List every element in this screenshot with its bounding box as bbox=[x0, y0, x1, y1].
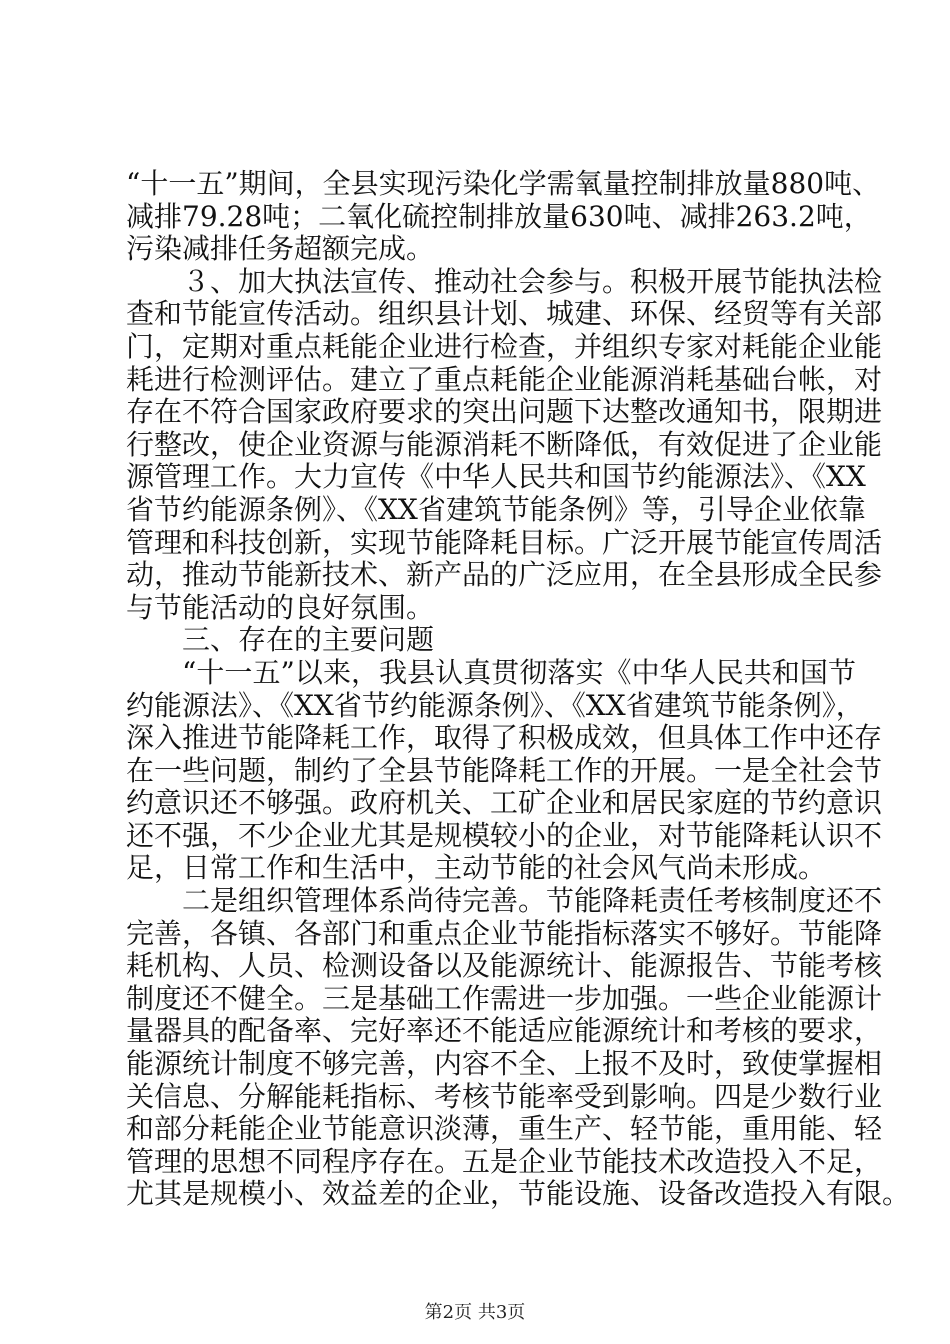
text-line: 还不强，不少企业尤其是规模较小的企业，对节能降耗认识不 bbox=[126, 818, 883, 852]
text-line: 约意识还不够强。政府机关、工矿企业和居民家庭的节约意识 bbox=[126, 786, 883, 820]
text-line: 行整改，使企业资源与能源消耗不断降低，有效促进了企业能 bbox=[126, 427, 883, 461]
text-line: 与节能活动的良好氛围。 bbox=[126, 590, 435, 624]
body-text bbox=[126, 167, 911, 1211]
text-line: “十一五”以来，我县认真贯彻落实《中华人民共和国节 bbox=[182, 655, 856, 689]
text-line: 管理的思想不同程序存在。五是企业节能技术改造投入不足， bbox=[126, 1144, 883, 1178]
text-line: 完善，各镇、各部门和重点企业节能指标落实不够好。节能降 bbox=[126, 916, 883, 950]
text-line: 源管理工作。大力宣传《中华人民共和国节约能源法》、《XX bbox=[126, 460, 866, 494]
text-line: 关信息、分解能耗指标、考核节能率受到影响。四是少数行业 bbox=[126, 1079, 883, 1113]
text-line: 约能源法》、《XX省节约能源条例》、《XX省建筑节能条例》， bbox=[126, 688, 864, 722]
text-line: ３、加大执法宣传、推动社会参与。积极开展节能执法检 bbox=[182, 264, 883, 298]
text-line: “十一五”期间，全县实现污染化学需氧量控制排放量880吨、 bbox=[126, 167, 881, 200]
page-footer: 第2页 共3页 bbox=[424, 1302, 526, 1323]
text-line: 动，推动节能新技术、新产品的广泛应用，在全县形成全民参 bbox=[126, 558, 883, 592]
section-heading: 三、存在的主要问题 bbox=[182, 623, 435, 657]
text-line: 耗机构、人员、检测设备以及能源统计、能源报告、节能考核 bbox=[126, 949, 883, 983]
text-line: 管理和科技创新，实现节能降耗目标。广泛开展节能宣传周活 bbox=[126, 525, 883, 559]
text-line: 查和节能宣传活动。组织县计划、城建、环保、经贸等有关部 bbox=[126, 297, 883, 331]
text-line: 深入推进节能降耗工作，取得了积极成效，但具体工作中还存 bbox=[126, 721, 883, 755]
text-line: 门，定期对重点耗能企业进行检查，并组织专家对耗能企业能 bbox=[126, 329, 883, 363]
text-line: 二是组织管理体系尚待完善。节能降耗责任考核制度还不 bbox=[182, 884, 883, 918]
text-line: 量器具的配备率、完好率还不能适应能源统计和考核的要求， bbox=[126, 1014, 883, 1048]
text-line: 制度还不健全。三是基础工作需进一步加强。一些企业能源计 bbox=[126, 981, 883, 1015]
text-line: 省节约能源条例》、《XX省建筑节能条例》等，引导企业依靠 bbox=[126, 492, 866, 526]
text-line: 存在不符合国家政府要求的突出问题下达整改通知书，限期进 bbox=[126, 395, 883, 429]
text-line: 尤其是规模小、效益差的企业，节能设施、设备改造投入有限。 bbox=[126, 1177, 911, 1211]
text-line: 和部分耗能企业节能意识淡薄，重生产、轻节能，重用能、轻 bbox=[126, 1112, 883, 1146]
text-line: 耗进行检测评估。建立了重点耗能企业能源消耗基础台帐，对 bbox=[126, 362, 883, 396]
text-line: 污染减排任务超额完成。 bbox=[126, 232, 435, 266]
text-line: 减排79.28吨；二氧化硫控制排放量630吨、减排263.2吨， bbox=[126, 199, 872, 233]
text-line: 能源统计制度不够完善，内容不全、上报不及时，致使掌握相 bbox=[126, 1047, 883, 1081]
text-line: 足，日常工作和生活中，主动节能的社会风气尚未形成。 bbox=[126, 851, 827, 885]
text-line: 在一些问题，制约了全县节能降耗工作的开展。一是全社会节 bbox=[126, 753, 883, 787]
